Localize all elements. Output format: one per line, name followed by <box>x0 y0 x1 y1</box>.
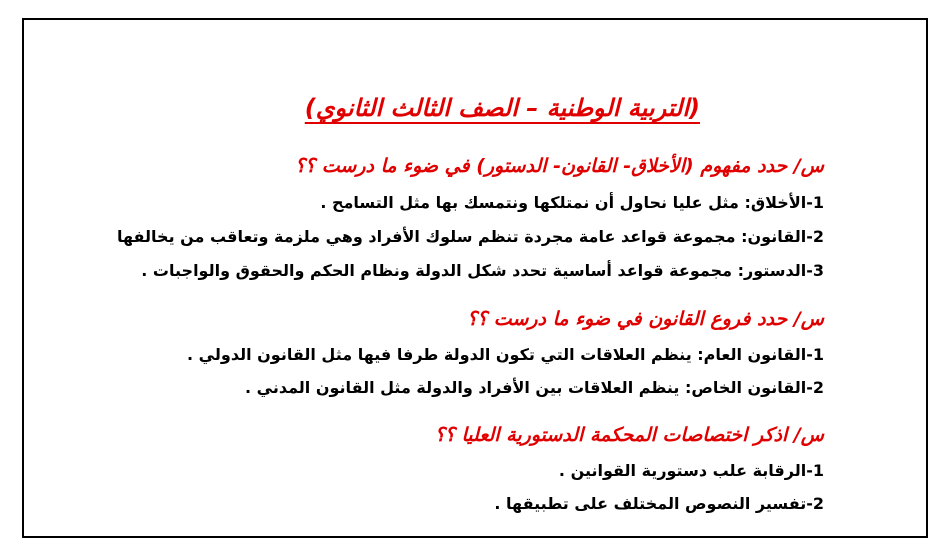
answer-2-1: 1-القانون العام: ينظم العلاقات التي تكون الدولة طرفا فيها مثل القانون الدولي . <box>187 345 824 364</box>
answer-3-1: 1-الرقابة علب دستورية القوانين . <box>558 461 824 480</box>
question-1: س/ حدد مفهوم (الأخلاق- القانون- الدستور) في ضوء ما درست ؟؟ <box>294 155 824 177</box>
answer-1-3: 3-الدستور: مجموعة قواعد أساسية تحدد شكل الدولة ونظام الحكم والحقوق والواجبات . <box>141 261 824 280</box>
document-title: (التربية الوطنية – الصف الثالث الثانوي) <box>304 94 700 122</box>
answer-3-2: 2-تفسير النصوص المختلف على تطبيقها . <box>494 494 824 513</box>
question-3: س/ اذكر اختصاصات المحكمة الدستورية العليا ؟؟ <box>434 424 824 446</box>
answer-1-2: 2-القانون: مجموعة قواعد عامة مجردة تنظم سلوك الأفراد وهي ملزمة وتعاقب من يخالفها <box>116 227 824 246</box>
answer-2-2: 2-القانون الخاص: ينظم العلاقات بين الأفراد والدولة مثل القانون المدني . <box>244 378 824 397</box>
question-2: س/ حدد فروع القانون في ضوء ما درست ؟؟ <box>467 308 824 330</box>
answer-1-1: 1-الأخلاق: مثل عليا نحاول أن نمتلكها ونتمسك بها مثل التسامح . <box>320 193 824 212</box>
